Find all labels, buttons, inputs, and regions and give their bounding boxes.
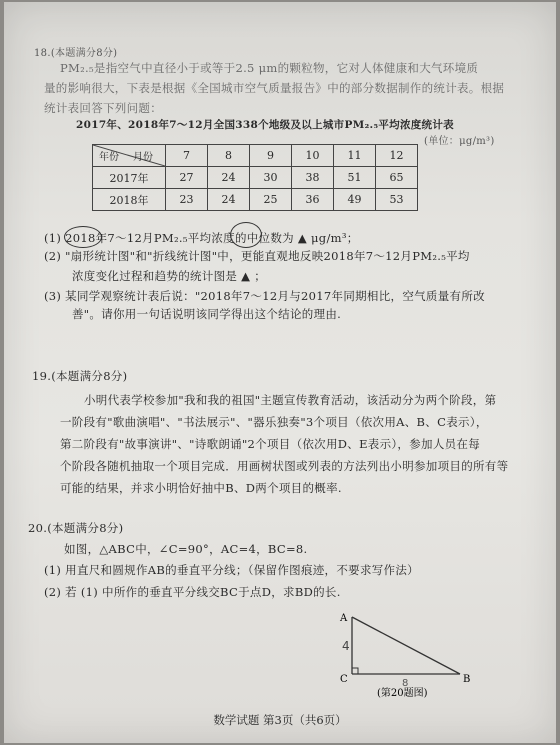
q18-para-line3: 统计表回答下列问题：	[44, 101, 162, 115]
vertex-a: A	[340, 613, 348, 624]
q19-para-line5: 可能的结果，并求小明恰好抽中B、D两个项目的概率.	[60, 481, 342, 495]
year-cell: 2017年	[93, 167, 166, 189]
triangle-figure	[332, 612, 482, 702]
q18-table-title: 2017年、2018年7～12月全国338个地级及以上城市PM₂.₅平均浓度统计表	[76, 119, 454, 131]
handwritten-circle-year	[64, 226, 102, 248]
handwritten-side-4: 4	[342, 639, 350, 653]
q20-sub1: (1) 用直尺和圆规作AB的垂直平分线；（保留作图痕迹，不要求写作法）	[44, 563, 419, 577]
month-header: 12	[376, 145, 418, 167]
month-header: 7	[166, 145, 208, 167]
q18-sub1: (1) 2018年7～12月PM₂.₅平均浓度的中位数为 ▲ μg/m³；	[44, 231, 359, 245]
pm25-table	[92, 144, 418, 211]
value-cell: 51	[334, 167, 376, 189]
handwritten-circle-median	[230, 222, 262, 248]
q18-sub3-line2: 善"。请你用一句话说明该同学得出这个结论的理由.	[72, 307, 342, 321]
q19-number-header: 19.(本题满分8分)	[32, 369, 128, 383]
value-cell: 49	[334, 189, 376, 211]
q18-para-line2: 量的影响很大，下表是根据《全国城市空气质量报告》中的部分数据制作的统计表。根据	[44, 81, 505, 95]
value-cell: 23	[166, 189, 208, 211]
table-row	[93, 167, 418, 189]
value-cell: 36	[292, 189, 334, 211]
figure-caption: (第20题图)	[377, 688, 428, 699]
corner-label-month: 月份	[133, 152, 153, 163]
page-footer: 数学试题 第3页（共6页）	[213, 713, 347, 727]
q18-sub3-line1: (3) 某同学观察统计表后说："2018年7～12月与2017年同期相比，空气质量有所改	[44, 289, 485, 303]
month-header: 10	[292, 145, 334, 167]
table-header-row	[93, 145, 418, 167]
value-cell: 53	[376, 189, 418, 211]
table-row	[93, 189, 418, 211]
side-ab	[352, 617, 460, 674]
vertex-c: C	[340, 674, 348, 685]
right-angle-mark	[352, 668, 358, 674]
q20-para-line1: 如图，△ABC中，∠C=90°，AC=4，BC=8.	[64, 542, 308, 556]
month-header: 11	[334, 145, 376, 167]
q18-number-header: 18.(本题满分8分)	[34, 48, 118, 59]
value-cell: 30	[250, 167, 292, 189]
value-cell: 24	[208, 189, 250, 211]
month-header: 8	[208, 145, 250, 167]
handwritten-side-8: 8	[402, 678, 409, 689]
value-cell: 27	[166, 167, 208, 189]
q18-table-unit: (单位：μg/m³)	[424, 136, 495, 147]
q20-sub2: (2) 若 (1) 中所作的垂直平分线交BC于点D，求BD的长.	[44, 585, 341, 599]
q18-para-line1: PM₂.₅是指空气中直径小于或等于2.5 μm的颗粒物，它对人体健康和大气环境质	[60, 61, 479, 75]
q19-para-line2: 一阶段有"歌曲演唱"、"书法展示"、"器乐独奏"3个项目（依次用A、B、C表示），	[60, 415, 488, 429]
q19-para-line1: 小明代表学校参加"我和我的祖国"主题宣传教育活动，该活动分为两个阶段，第	[84, 393, 497, 407]
q19-para-line3: 第二阶段有"故事演讲"、"诗歌朗诵"2个项目（依次用D、E表示），参加人员在每	[60, 437, 481, 451]
table-corner-cell	[93, 145, 166, 167]
q18-sub2-line1: (2) "扇形统计图"和"折线统计图"中，更能直观地反映2018年7～12月PM₂.₅平均	[44, 249, 470, 263]
month-header: 9	[250, 145, 292, 167]
q19-para-line4: 个阶段各随机抽取一个项目完成．用画树状图或列表的方法列出小明参加项目的所有等	[60, 459, 509, 473]
value-cell: 65	[376, 167, 418, 189]
q20-number-header: 20.(本题满分8分)	[28, 521, 124, 535]
corner-label-year: 年份	[99, 152, 119, 163]
value-cell: 24	[208, 167, 250, 189]
vertex-b: B	[463, 674, 471, 685]
q18-sub2-line2: 浓度变化过程和趋势的统计图是 ▲ ；	[72, 269, 267, 283]
year-cell: 2018年	[93, 189, 166, 211]
value-cell: 25	[250, 189, 292, 211]
value-cell: 38	[292, 167, 334, 189]
exam-page	[4, 2, 556, 743]
